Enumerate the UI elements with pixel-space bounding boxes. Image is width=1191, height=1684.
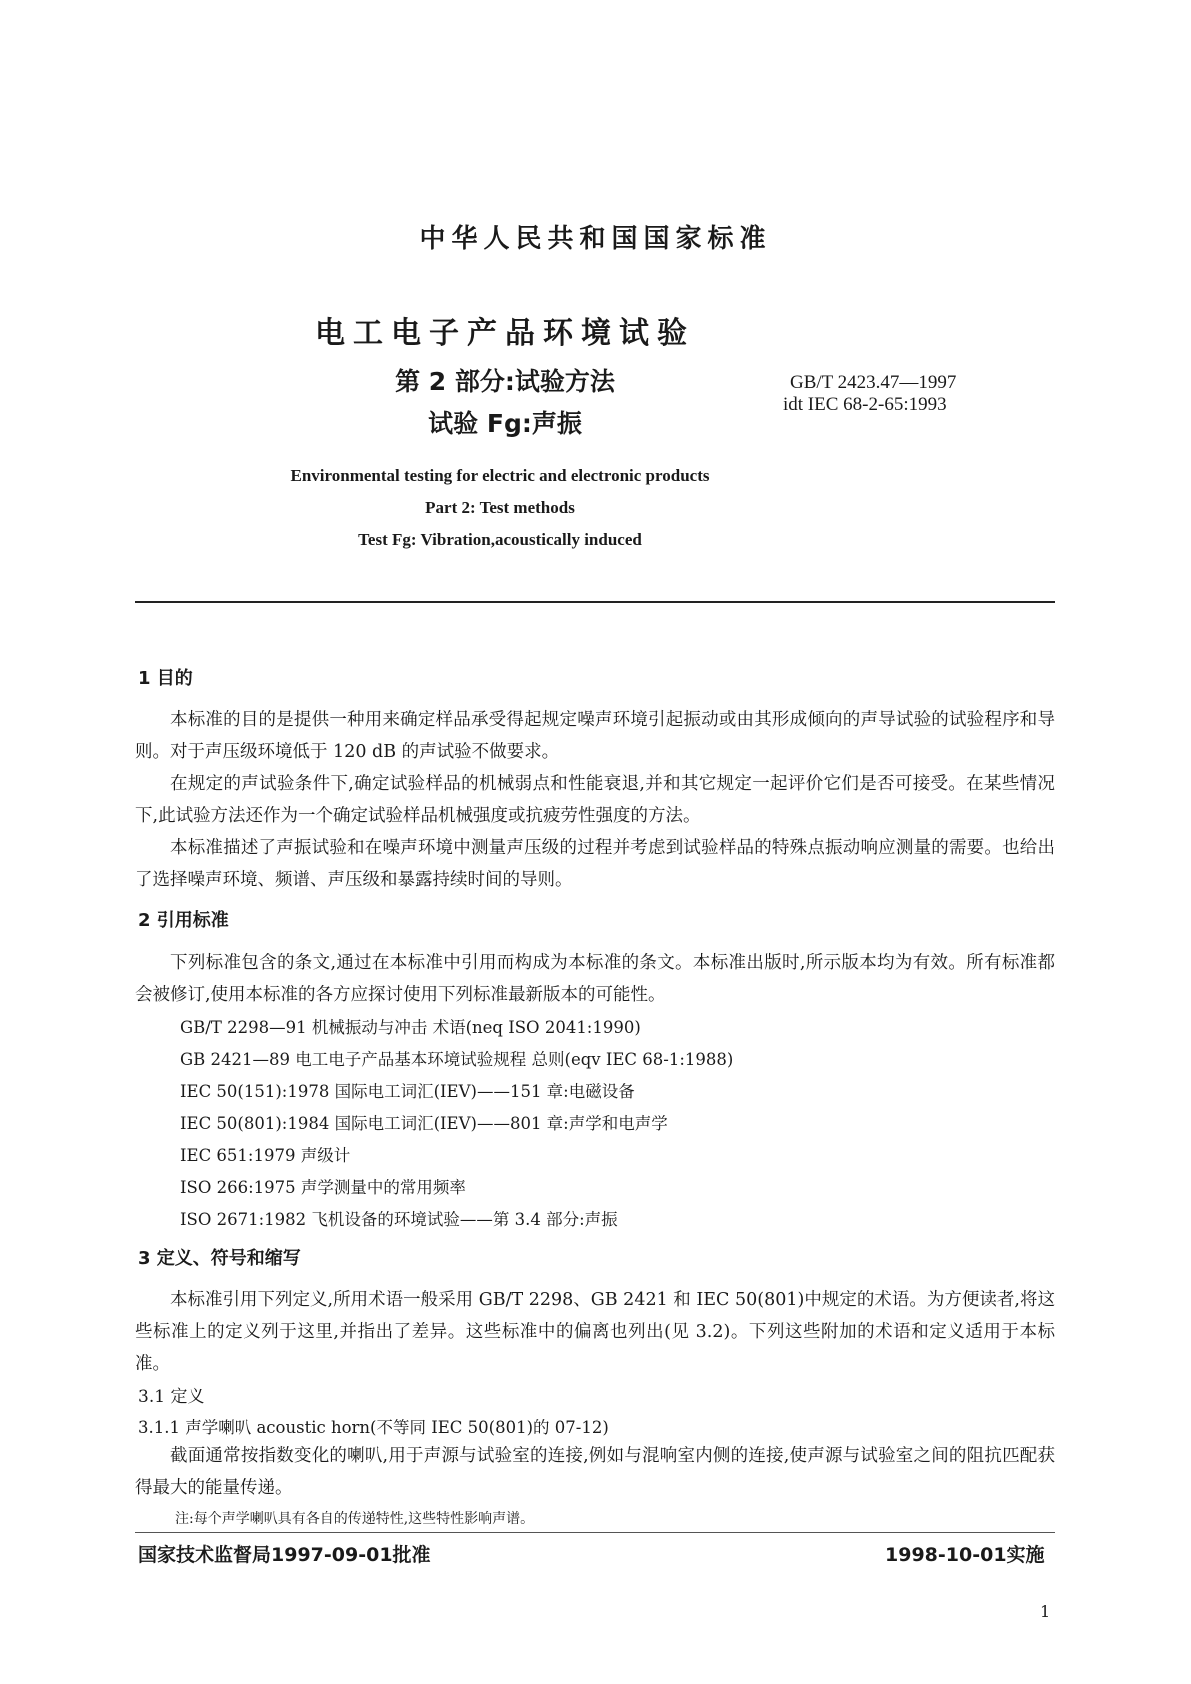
paragraph: 本标准描述了声振试验和在噪声环境中测量声压级的过程并考虑到试验样品的特殊点振动响应测量的需要。也给出了选择噪声环境、频谱、声压级和暴露持续时间的导则。: [135, 838, 1055, 890]
page-number: 1: [1040, 1602, 1051, 1621]
english-title-line-2: Part 2: Test methods: [425, 498, 575, 517]
national-standard-label: 中华人民共和国国家标准: [419, 224, 772, 254]
reference-item: ISO 2671:1982 飞机设备的环境试验——第 3.4 部分:声振: [180, 1210, 618, 1229]
reference-item: GB 2421—89 电工电子产品基本环境试验规程 总则(eqv IEC 68-1:1988): [180, 1050, 734, 1069]
header-divider: [135, 601, 1055, 603]
reference-item: ISO 266:1975 声学测量中的常用频率: [180, 1178, 466, 1197]
reference-item: GB/T 2298—91 机械振动与冲击 术语(neq ISO 2041:1990): [180, 1018, 641, 1037]
reference-item: IEC 50(801):1984 国际电工词汇(IEV)——801 章:声学和电声学: [180, 1114, 668, 1133]
section-3-heading: 3 定义、符号和缩写: [138, 1248, 301, 1269]
reference-item: IEC 50(151):1978 国际电工词汇(IEV)——151 章:电磁设备: [180, 1082, 635, 1101]
title-line-2: 第 2 部分:试验方法: [395, 367, 615, 396]
section-3-intro: [135, 1284, 1055, 1380]
section-2-intro: [135, 947, 1055, 1011]
title-line-3: 试验 Fg:声振: [428, 409, 582, 438]
effective-date: 1998-10-01实施: [885, 1544, 1045, 1566]
paragraph: 截面通常按指数变化的喇叭,用于声源与试验室的连接,例如与混响室内侧的连接,使声源与试验室之间的阻抗匹配获得最大的能量传递。: [135, 1446, 1055, 1498]
footer-divider: [135, 1532, 1055, 1533]
paragraph: 本标准引用下列定义,所用术语一般采用 GB/T 2298、GB 2421 和 IEC 50(801)中规定的术语。为方便读者,将这些标准上的定义列于这里,并指出了差异。这些标准中的偏离也列出(见 3.2)。下列这些附加的术语和定义适用于本标准。: [135, 1290, 1055, 1374]
term-3-1-1-heading: 3.1.1 声学喇叭 acoustic horn(不等同 IEC 50(801)的 07-12): [138, 1418, 609, 1437]
reference-item: IEC 651:1979 声级计: [180, 1146, 351, 1165]
section-1-heading: 1 目的: [138, 668, 193, 689]
paragraph: 下列标准包含的条文,通过在本标准中引用而构成为本标准的条文。本标准出版时,所示版本均为有效。所有标准都会被修订,使用本标准的各方应探讨使用下列标准最新版本的可能性。: [135, 953, 1055, 1005]
section-2-heading: 2 引用标准: [138, 910, 229, 931]
paragraph: 本标准的目的是提供一种用来确定样品承受得起规定噪声环境引起振动或由其形成倾向的声导试验的试验程序和导则。对于声压级环境低于 120 dB 的声试验不做要求。: [135, 710, 1055, 762]
approval-date: 国家技术监督局1997-09-01批准: [138, 1544, 431, 1566]
note: 注:每个声学喇叭具有各自的传递特性,这些特性影响声谱。: [175, 1511, 535, 1527]
standard-idt: idt IEC 68-2-65:1993: [783, 394, 947, 415]
subsection-3-1-heading: 3.1 定义: [138, 1387, 205, 1407]
term-3-1-1-body: [135, 1440, 1055, 1504]
standard-number: GB/T 2423.47—1997: [790, 372, 957, 393]
english-title-line-3: Test Fg: Vibration,acoustically induced: [358, 530, 642, 549]
english-title-line-1: Environmental testing for electric and electronic products: [290, 466, 710, 485]
section-1-body: [135, 704, 1055, 896]
title-line-1: 电工电子产品环境试验: [315, 316, 695, 351]
paragraph: 在规定的声试验条件下,确定试验样品的机械弱点和性能衰退,并和其它规定一起评价它们是否可接受。在某些情况下,此试验方法还作为一个确定试验样品机械强度或抗疲劳性强度的方法。: [135, 774, 1055, 826]
